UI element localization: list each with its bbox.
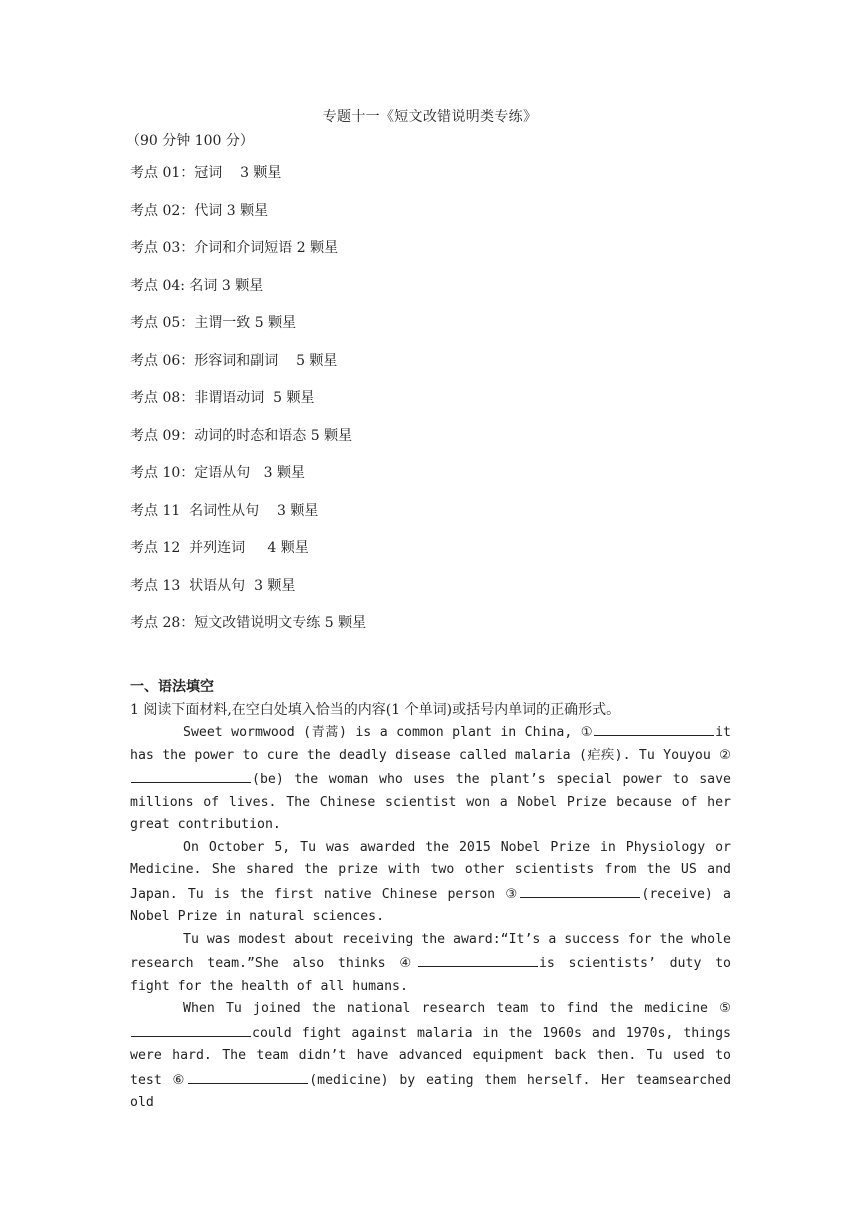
- answer-blank[interactable]: [131, 767, 251, 783]
- passage-text: When Tu joined the national research team to find the medicine: [183, 1001, 720, 1016]
- answer-blank[interactable]: [188, 1068, 308, 1084]
- answer-blank[interactable]: [418, 951, 538, 967]
- exam-point: 考点 02：代词 3 颗星: [130, 202, 269, 219]
- answer-blank[interactable]: [594, 720, 714, 736]
- blank-number: ①: [580, 725, 594, 740]
- passage-text: Sweet wormwood (青蒿) is a common plant in China,: [183, 725, 581, 740]
- answer-blank[interactable]: [131, 1021, 251, 1037]
- passage-paragraph: [130, 929, 731, 999]
- document-title: 专题十一《短文改错说明类专练》: [322, 109, 538, 125]
- passage-text: could fight against malaria in the 1960s and 1970s, things were hard. The team didn’t have advanced equipment back then. Tu used to test: [130, 1025, 731, 1088]
- passage-text: it has the power to cure the deadly disease called malaria (疟疾). Tu Youyou: [130, 725, 731, 763]
- exam-point: 考点 28：短文改错说明文专练 5 颗星: [130, 615, 367, 631]
- document-subtitle: （90 分钟 100 分）: [126, 133, 254, 149]
- passage-text: On October 5, Tu was awarded the 2015 Nobel Prize in Physiology or Medicine. She shared the prize with two other scientists from the US and Japan. Tu is the first native Chinese person: [130, 839, 731, 902]
- exam-point: 考点 09：动词的时态和语态 5 颗星: [130, 427, 353, 444]
- exam-point: 考点 05：主谓一致 5 颗星: [130, 315, 297, 331]
- blank-number: ⑤: [719, 1001, 731, 1016]
- passage-paragraph: [130, 837, 731, 929]
- exam-point: 考点 11 名词性从句 3 颗星: [130, 502, 319, 519]
- blank-number: ③: [505, 886, 520, 902]
- passage-paragraph: [130, 720, 731, 837]
- passage-paragraph: [130, 998, 731, 1115]
- question-instruction: 1 阅读下面材料,在空白处填入恰当的内容(1 个单词)或括号内单词的正确形式。: [130, 702, 621, 718]
- exam-point: 考点 13 状语从句 3 颗星: [130, 577, 296, 594]
- passage-text: (receive) a Nobel Prize in natural sciences.: [130, 886, 731, 924]
- exam-point: 考点 06：形容词和副词 5 颗星: [130, 352, 338, 369]
- blank-number: ②: [719, 747, 731, 763]
- exam-point: 考点 10：定语从句 3 颗星: [130, 465, 305, 481]
- exam-point: 考点 03：介词和介词短语 2 颗星: [130, 240, 339, 256]
- blank-number: ⑥: [172, 1072, 188, 1088]
- blank-number: ④: [399, 956, 417, 971]
- passage-text: (be) the woman who uses the plant’s special power to save millions of lives. The Chinese scientist won a Nobel Prize because of her great contribution.: [130, 772, 731, 832]
- exam-point: 考点 08：非谓语动词 5 颗星: [130, 390, 315, 406]
- passage-text: Tu was modest about receiving the award:“It’s a success for the whole research team.”She also thinks: [130, 931, 731, 971]
- exam-point: 考点 04: 名词 3 颗星: [130, 277, 264, 294]
- exam-point: 考点 01：冠词 3 颗星: [130, 165, 282, 181]
- passage-text: is scientists’ duty to fight for the health of all humans.: [130, 956, 731, 994]
- section-heading: 一、语法填空: [130, 679, 214, 695]
- passage-text: (medicine) by eating them herself. Her teamsearched old: [130, 1072, 732, 1110]
- answer-blank[interactable]: [520, 882, 640, 898]
- exam-points-list: [130, 162, 750, 650]
- reading-passage: [130, 720, 731, 1115]
- exam-point: 考点 12 并列连词 4 颗星: [130, 540, 309, 556]
